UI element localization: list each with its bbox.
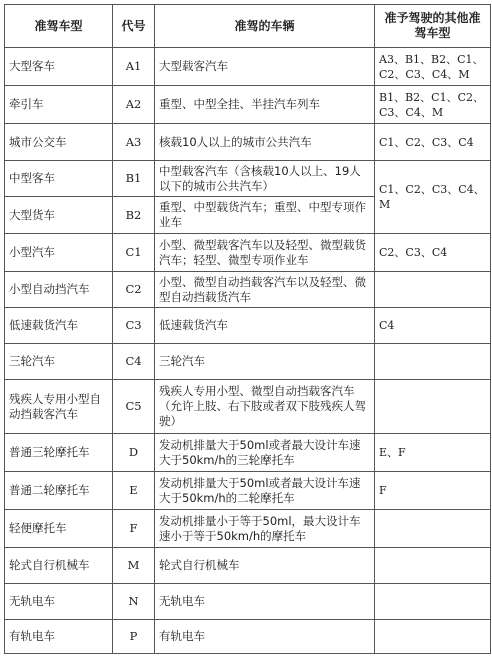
cell-code: D [113, 434, 155, 472]
cell-other-permitted-classes [375, 272, 491, 308]
cell-permitted-vehicles: 大型载客汽车 [155, 48, 375, 86]
cell-code: C2 [113, 272, 155, 308]
cell-code: B1 [113, 161, 155, 197]
table-row [5, 86, 491, 124]
cell-licence-type: 轮式自行机械车 [5, 548, 113, 584]
cell-licence-type: 残疾人专用小型自动挡载客汽车 [5, 380, 113, 434]
licence-class-table [4, 4, 491, 654]
cell-licence-type: 有轨电车 [5, 620, 113, 654]
cell-permitted-vehicles: 发动机排量大于50ml或者最大设计车速大于50km/h的二轮摩托车 [155, 472, 375, 510]
cell-licence-type: 大型货车 [5, 197, 113, 234]
cell-licence-type: 三轮汽车 [5, 344, 113, 380]
cell-other-permitted-classes [375, 584, 491, 620]
cell-permitted-vehicles: 核载10人以上的城市公共汽车 [155, 124, 375, 161]
cell-code: A2 [113, 86, 155, 124]
table-row [5, 380, 491, 434]
cell-licence-type: 低速载货汽车 [5, 308, 113, 344]
cell-permitted-vehicles: 发动机排量大于50ml或者最大设计车速大于50km/h的三轮摩托车 [155, 434, 375, 472]
cell-code: E [113, 472, 155, 510]
cell-permitted-vehicles: 中型载客汽车（含核载10人以上、19人以下的城市公共汽车） [155, 161, 375, 197]
cell-other-permitted-classes [375, 510, 491, 548]
cell-licence-type: 中型客车 [5, 161, 113, 197]
cell-other-permitted-classes: C4 [375, 308, 491, 344]
cell-permitted-vehicles: 轮式自行机械车 [155, 548, 375, 584]
cell-other-permitted-classes: B1、B2、C1、C2、C3、C4、M [375, 86, 491, 124]
header-other-permitted-classes: 准予驾驶的其他准驾车型 [375, 5, 491, 48]
cell-licence-type: 小型汽车 [5, 234, 113, 272]
cell-licence-type: 城市公交车 [5, 124, 113, 161]
cell-code: M [113, 548, 155, 584]
cell-permitted-vehicles: 发动机排量小于等于50ml，最大设计车速小于等于50km/h的摩托车 [155, 510, 375, 548]
cell-permitted-vehicles: 小型、微型载客汽车以及轻型、微型载货汽车；轻型、微型专项作业车 [155, 234, 375, 272]
cell-licence-type: 轻便摩托车 [5, 510, 113, 548]
cell-code: C3 [113, 308, 155, 344]
cell-other-permitted-classes [375, 380, 491, 434]
cell-licence-type: 普通二轮摩托车 [5, 472, 113, 510]
cell-other-permitted-classes [375, 620, 491, 654]
header-row [5, 5, 491, 48]
cell-other-permitted-classes: A3、B1、B2、C1、C2、C3、C4、M [375, 48, 491, 86]
table-row [5, 548, 491, 584]
cell-permitted-vehicles: 小型、微型自动挡载客汽车以及轻型、微型自动挡载货汽车 [155, 272, 375, 308]
cell-other-permitted-classes: F [375, 472, 491, 510]
table-row [5, 161, 491, 197]
table-row [5, 434, 491, 472]
table-row [5, 510, 491, 548]
cell-licence-type: 普通三轮摩托车 [5, 434, 113, 472]
cell-code: A1 [113, 48, 155, 86]
cell-permitted-vehicles: 重型、中型载货汽车；重型、中型专项作业车 [155, 197, 375, 234]
table-row [5, 584, 491, 620]
header-code: 代号 [113, 5, 155, 48]
cell-code: C4 [113, 344, 155, 380]
cell-permitted-vehicles: 有轨电车 [155, 620, 375, 654]
cell-code: C5 [113, 380, 155, 434]
cell-licence-type: 牵引车 [5, 86, 113, 124]
table-row [5, 620, 491, 654]
cell-other-permitted-classes: C1、C2、C3、C4 [375, 124, 491, 161]
cell-code: F [113, 510, 155, 548]
cell-licence-type: 无轨电车 [5, 584, 113, 620]
cell-other-permitted-classes: C1、C2、C3、C4、M [375, 161, 491, 234]
cell-other-permitted-classes: E、F [375, 434, 491, 472]
cell-code: C1 [113, 234, 155, 272]
cell-other-permitted-classes [375, 344, 491, 380]
cell-licence-type: 大型客车 [5, 48, 113, 86]
cell-permitted-vehicles: 无轨电车 [155, 584, 375, 620]
table-body [5, 48, 491, 654]
cell-other-permitted-classes [375, 548, 491, 584]
table-header [5, 5, 491, 48]
table-row [5, 124, 491, 161]
table-row [5, 234, 491, 272]
table-row [5, 48, 491, 86]
cell-code: A3 [113, 124, 155, 161]
cell-other-permitted-classes: C2、C3、C4 [375, 234, 491, 272]
header-licence-type: 准驾车型 [5, 5, 113, 48]
cell-permitted-vehicles: 低速载货汽车 [155, 308, 375, 344]
table-row [5, 472, 491, 510]
table-row [5, 344, 491, 380]
table-row [5, 272, 491, 308]
cell-permitted-vehicles: 重型、中型全挂、半挂汽车列车 [155, 86, 375, 124]
cell-permitted-vehicles: 三轮汽车 [155, 344, 375, 380]
cell-code: P [113, 620, 155, 654]
cell-code: N [113, 584, 155, 620]
table-row [5, 308, 491, 344]
cell-code: B2 [113, 197, 155, 234]
cell-permitted-vehicles: 残疾人专用小型、微型自动挡载客汽车（允许上肢、右下肢或者双下肢残疾人驾驶） [155, 380, 375, 434]
header-permitted-vehicles: 准驾的车辆 [155, 5, 375, 48]
cell-licence-type: 小型自动挡汽车 [5, 272, 113, 308]
